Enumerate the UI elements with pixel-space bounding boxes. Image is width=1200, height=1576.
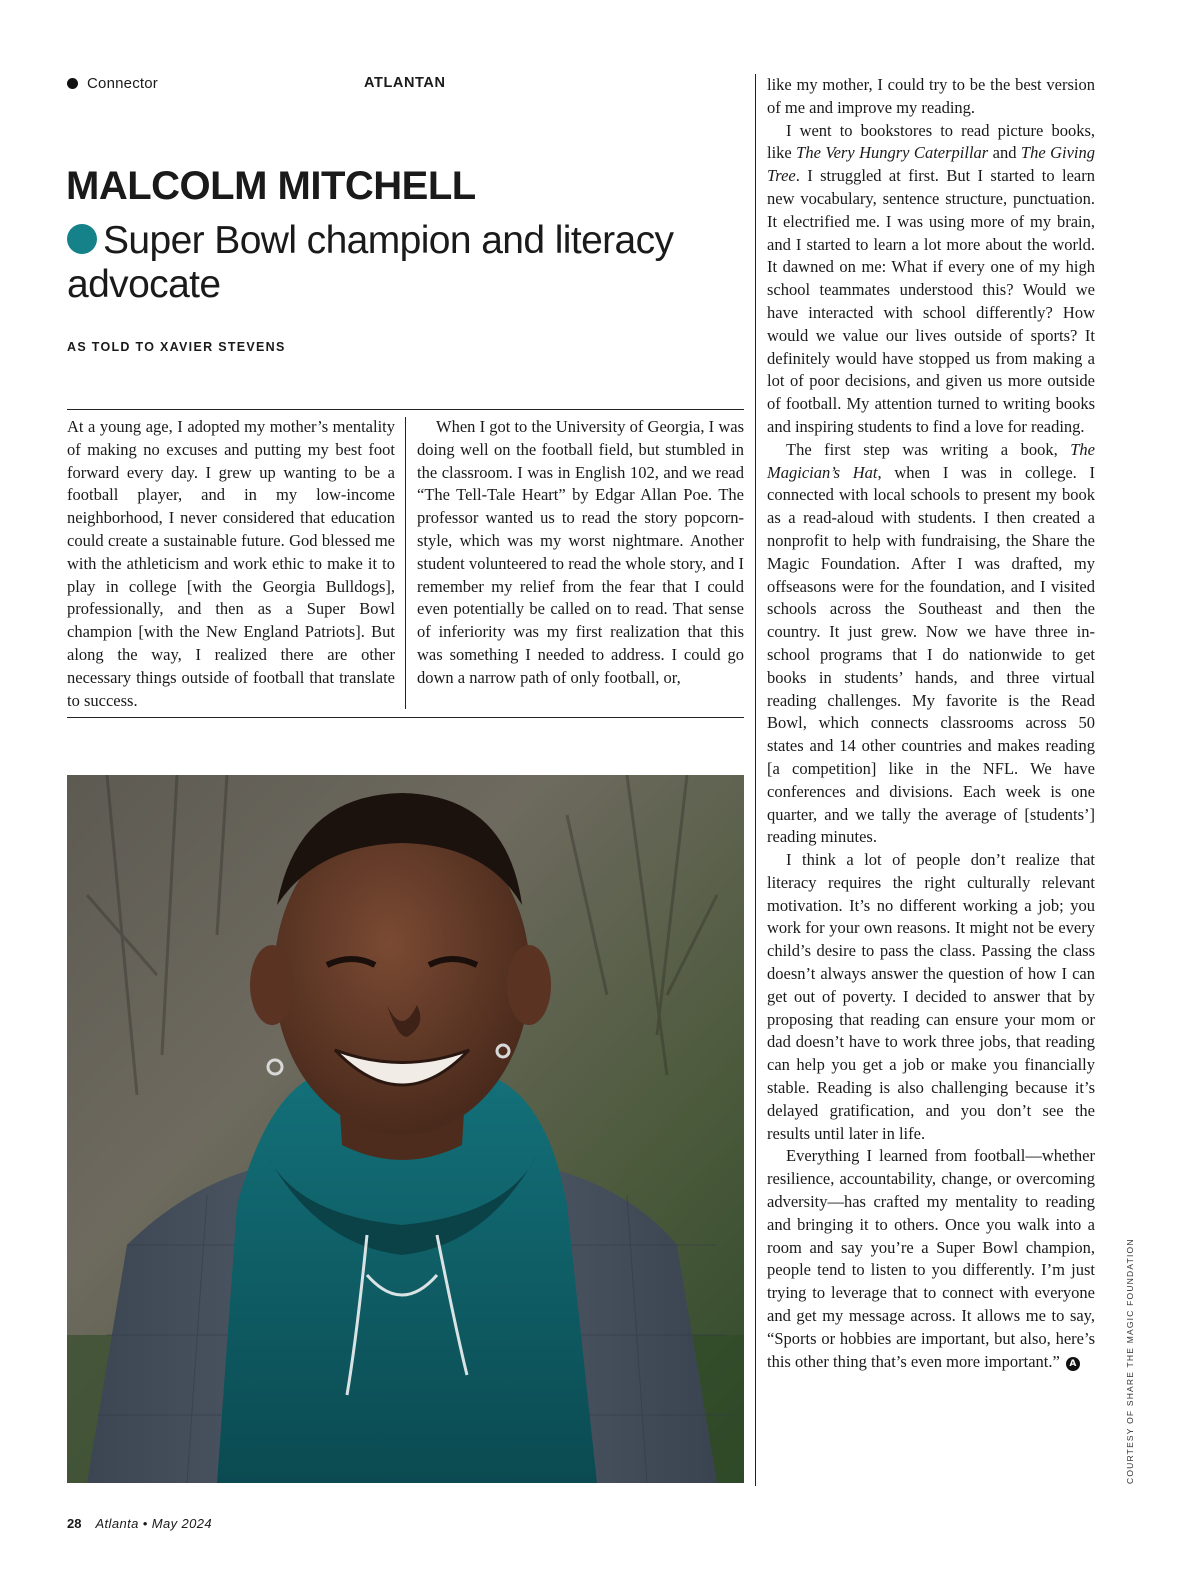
text-run: . I struggled at first. But I started to learn new vocabulary, sentence structure, punctuation. It electrified me. I was using more of my brain, and I started to learn a lot more about the world. It dawned on me: What if every one of my high school teammates understood this? Would we have interacted with school differently? How would we value our lives outside of sports? It definitely would have stopped us from making a lot of poor decisions, and given us more outside of football. My attention turned to writing books and inspiring students to find a love for reading. (767, 166, 1095, 436)
byline: AS TOLD TO XAVIER STEVENS (67, 340, 286, 354)
page-number: 28 (67, 1516, 82, 1531)
portrait-photo (67, 775, 744, 1483)
book-title: The Magician’s Hat (767, 439, 1095, 482)
photo-credit: COURTESY OF SHARE THE MAGIC FOUNDATION (1125, 1238, 1135, 1484)
paragraph: When I got to the University of Georgia, I was doing well on the football field, but stumbled in the classroom. I was in English 102, and we read “The Tell-Tale Heart” by Edgar Allan Poe. The professor wanted us to read the story popcorn-style, which was my worst nightmare. Another student volunteered to read the whole story, and I remember my relief from the fear that I could even potentially be called on to read. That sense of inferiority was my first realization that this was something I needed to address. I could go down a narrow path of only football, or, (417, 417, 744, 687)
right-column-divider (755, 74, 756, 1486)
headline: MALCOLM MITCHELL (66, 164, 476, 208)
text-run: Everything I learned from football—whether resilience, accountability, change, or overcoming adversity—has crafted my mentality to reading and bringing it to others. Once you walk into a room and say you’re a Super Bowl champion, people tend to listen to you differently. I’m just trying to leverage that to connect with everyone and get my message across. It allows me to say, “Sports or hobbies are important, but also, here’s this other thing that’s even more important.” (767, 1146, 1095, 1371)
text-run: , when I was in college. I connected with local schools to present my book as a read-aloud with students. I then created a nonprofit to help with fundraising, the Share the Magic Foundation. After I was drafted, my offseasons were for the foundation, and I visited schools across the Southeast and then the country. It just grew. Now we have three in-school programs that I do nationwide to get books in students’ hands, and three virtual reading challenges. My favorite is the Read Bowl, which connects classrooms across 50 states and 14 other countries and makes reading [a competition] like in the NFL. We have conferences and divisions. Each week is one quarter, and we tally the average of [students’] reading minutes. (767, 462, 1095, 847)
end-mark-icon: A (1066, 1357, 1080, 1371)
bullet-dot-icon (67, 78, 78, 89)
bottom-rule (67, 717, 744, 718)
book-title: The Very Hungry Caterpillar (796, 143, 989, 163)
text-run: I went to bookstores to read picture books, like (767, 120, 1095, 163)
paragraph (767, 1145, 1095, 1373)
book-title: The Giving Tree (767, 143, 1095, 186)
text-run: and (988, 143, 1021, 163)
paragraph: I think a lot of people don’t realize that literacy requires the right culturally relevant motivation. It’s no different working a job; you work for your own reasons. It might not be every child’s desire to pass the class. Passing the class doesn’t always answer the question of how I can get out of poverty. I decided to answer that by proposing that reading can ensure your mom or dad doesn’t have to work three jobs, that reading can help you get a job or make you financially stable. Reading is also challenging because it’s delayed gratification, and you don’t see the results until later in life. (767, 850, 1095, 1143)
paragraph (767, 439, 1095, 849)
page-footer (67, 1516, 212, 1531)
section-tag (67, 75, 158, 92)
subtitle (67, 219, 707, 307)
magazine-section-label: ATLANTAN (364, 75, 446, 91)
column-divider (405, 417, 406, 709)
text-run: The first step was writing a book, (786, 439, 1071, 459)
paragraph (767, 120, 1095, 439)
article-column-3 (767, 74, 1095, 1373)
top-rule (67, 409, 744, 410)
section-tag-label: Connector (87, 75, 159, 92)
portrait-illustration (67, 775, 744, 1483)
subtitle-text: Super Bowl champion and literacy advocate (67, 219, 674, 306)
article-column-1 (67, 416, 395, 712)
paragraph: like my mother, I could try to be the best version of me and improve my reading. (767, 75, 1095, 117)
accent-dot-icon (67, 224, 97, 254)
article-column-2 (417, 416, 744, 690)
publication-line: Atlanta • May 2024 (95, 1516, 213, 1531)
paragraph: At a young age, I adopted my mother’s mentality of making no excuses and putting my best foot forward every day. I grew up wanting to be a football player, and in my low-income neighborhood, I never considered that education could create a sustainable future. God blessed me with the athleticism and work ethic to make it to play in college [with the Georgia Bulldogs], professionally, and then as a Super Bowl champion [with the New England Patriots]. But along the way, I realized there are other necessary things outside of football that translate to success. (67, 417, 395, 710)
